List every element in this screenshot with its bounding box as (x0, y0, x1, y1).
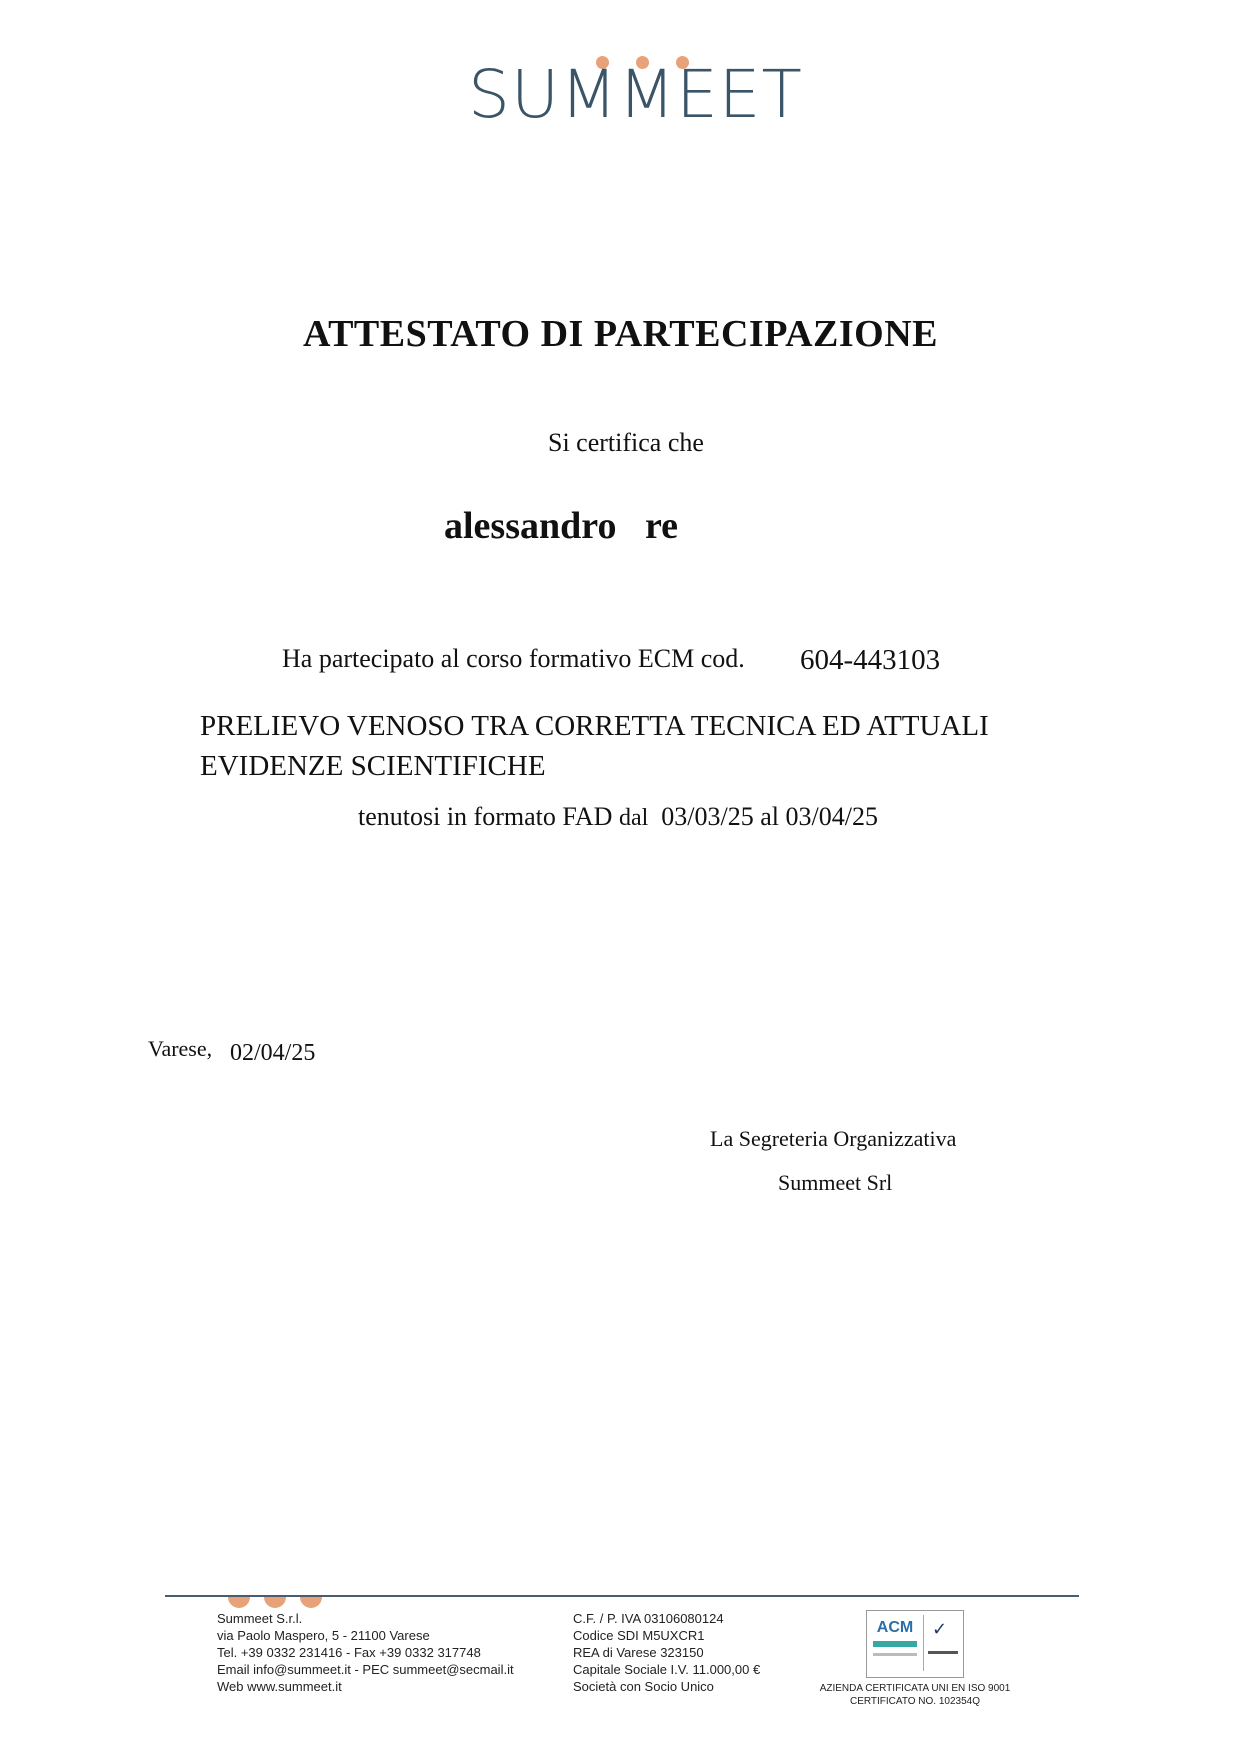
cert-caption-line: AZIENDA CERTIFICATA UNI EN ISO 9001 (819, 1683, 1011, 1694)
signature-company: Summeet Srl (778, 1170, 893, 1195)
footer-line: Tel. +39 0332 231416 - Fax +39 0332 317748 (217, 1645, 481, 1660)
certificate-title: ATTESTATO DI PARTECIPAZIONE (302, 313, 939, 355)
course-code: 604-443103 (800, 644, 941, 676)
logo-text: SUMMEET (468, 56, 803, 133)
participant-name: alessandro re (444, 505, 678, 547)
acm-bar-icon (873, 1641, 917, 1647)
course-intro: Ha partecipato al corso formativo ECM cod. (282, 644, 745, 673)
footer-line: C.F. / P. IVA 03106080124 (573, 1611, 724, 1626)
issue-place: Varese, (148, 1036, 213, 1061)
footer-dot-icon (228, 1597, 250, 1608)
end-date: 03/04/25 (785, 802, 878, 831)
ukas-text-icon (928, 1651, 958, 1654)
course-format: tenutosi in formato FAD (358, 802, 613, 831)
summeet-logo (468, 52, 803, 136)
signature-office: La Segreteria Organizzativa (710, 1126, 957, 1151)
start-date: 03/03/25 (661, 802, 754, 831)
course-title: PRELIEVO VENOSO TRA CORRETTA TECNICA ED ATTUALI EVIDENZE SCIENTIFICHE (200, 710, 989, 782)
cert-caption-line: CERTIFICATO NO. 102354Q (849, 1696, 981, 1707)
footer-line: via Paolo Maspero, 5 - 21100 Varese (217, 1628, 430, 1643)
footer-line: Codice SDI M5UXCR1 (573, 1628, 705, 1643)
footer-dot-icon (300, 1597, 322, 1608)
footer-fiscal-info (573, 1610, 760, 1695)
ukas-logo (923, 1615, 958, 1671)
acm-logo: ACM (876, 1619, 914, 1636)
certification-badge (866, 1610, 964, 1678)
footer-line: Capitale Sociale I.V. 11.000,00 € (573, 1662, 761, 1677)
footer-line: Email info@summeet.it - PEC summeet@secmail.it (217, 1662, 514, 1677)
course-dates (358, 802, 878, 832)
to-label: al (760, 802, 779, 831)
from-label: dal (618, 805, 649, 831)
footer-divider (165, 1595, 1079, 1597)
crown-check-icon: ✓ (932, 1619, 948, 1640)
acm-subtext-icon (873, 1653, 917, 1656)
footer-line: REA di Varese 323150 (573, 1645, 704, 1660)
footer-line: Summeet S.r.l. (217, 1611, 303, 1626)
certify-intro: Si certifica che (548, 428, 704, 457)
issue-date: 02/04/25 (230, 1040, 316, 1066)
footer-line: Società con Socio Unico (573, 1679, 714, 1694)
footer-line: Web www.summeet.it (217, 1679, 342, 1694)
footer-company-info (217, 1610, 514, 1695)
footer-dot-icon (264, 1597, 286, 1608)
certification-caption (812, 1682, 1018, 1708)
